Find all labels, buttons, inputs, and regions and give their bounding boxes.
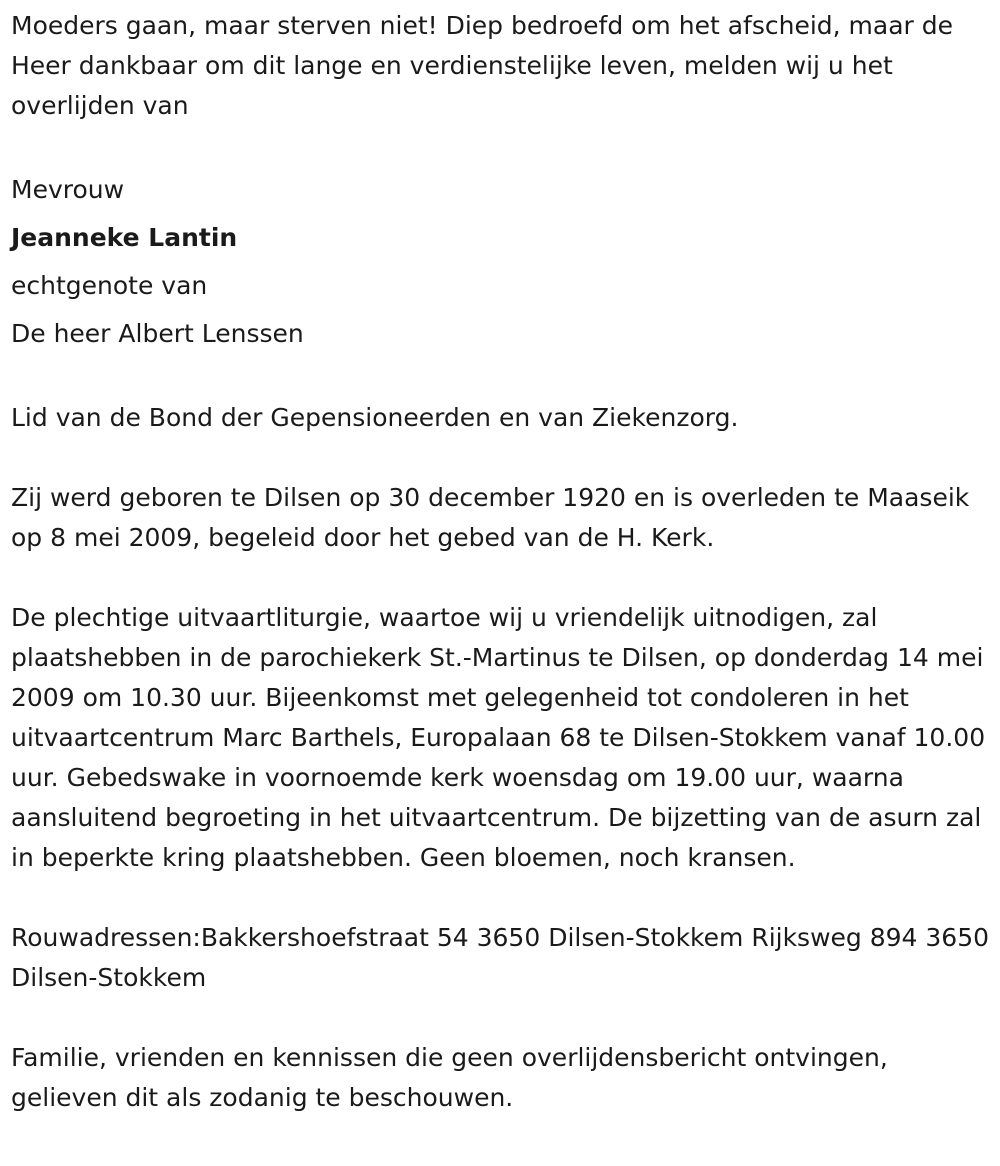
spacer <box>11 998 991 1038</box>
intro-paragraph: Moeders gaan, maar sterven niet! Diep bedroefd om het afscheid, maar de Heer dankbaar om dit lange en verdienstelijke leven, melden wij u het overlijden van <box>11 11 954 120</box>
deceased-name: Jeanneke Lantin <box>11 223 238 252</box>
spacer <box>11 438 991 478</box>
membership-paragraph: Lid van de Bond der Gepensioneerden en van Ziekenzorg. <box>11 403 739 432</box>
salutation: Mevrouw <box>11 175 125 204</box>
spacer <box>11 358 991 398</box>
birth-death-paragraph: Zij werd geboren te Dilsen op 30 december 1920 en is overleden te Maaseik op 8 mei 2009, begeleid door het gebed van de H. Kerk. <box>11 483 970 552</box>
relation-text: echtgenote van <box>11 271 208 300</box>
spacer <box>11 126 991 166</box>
addresses-paragraph: Rouwadressen:Bakkershoefstraat 54 3650 Dilsen-Stokkem Rijksweg 894 3650 Dilsen-Stokkem <box>11 923 990 992</box>
spacer <box>11 878 991 918</box>
closing-paragraph: Familie, vrienden en kennissen die geen overlijdensbericht ontvingen, gelieven dit als zodanig te beschouwen. <box>11 1043 888 1112</box>
spouse-name: De heer Albert Lenssen <box>11 319 304 348</box>
death-notice <box>11 6 991 1118</box>
funeral-paragraph: De plechtige uitvaartliturgie, waartoe wij u vriendelijk uitnodigen, zal plaatshebben in de parochiekerk St.-Martinus te Dilsen, op donderdag 14 mei 2009 om 10.30 uur. Bijeenkomst met gelegenheid tot condoleren in het uitvaartcentrum Marc Barthels, Europalaan 68 te Dilsen-Stokkem vanaf 10.00 uur. Gebedswake in voornoemde kerk woensdag om 19.00 uur, waarna aansluitend begroeting in het uitvaartcentrum. De bijzetting van de asurn zal in beperkte kring plaatshebben. Geen bloemen, noch kransen. <box>11 603 986 872</box>
spacer <box>11 558 991 598</box>
